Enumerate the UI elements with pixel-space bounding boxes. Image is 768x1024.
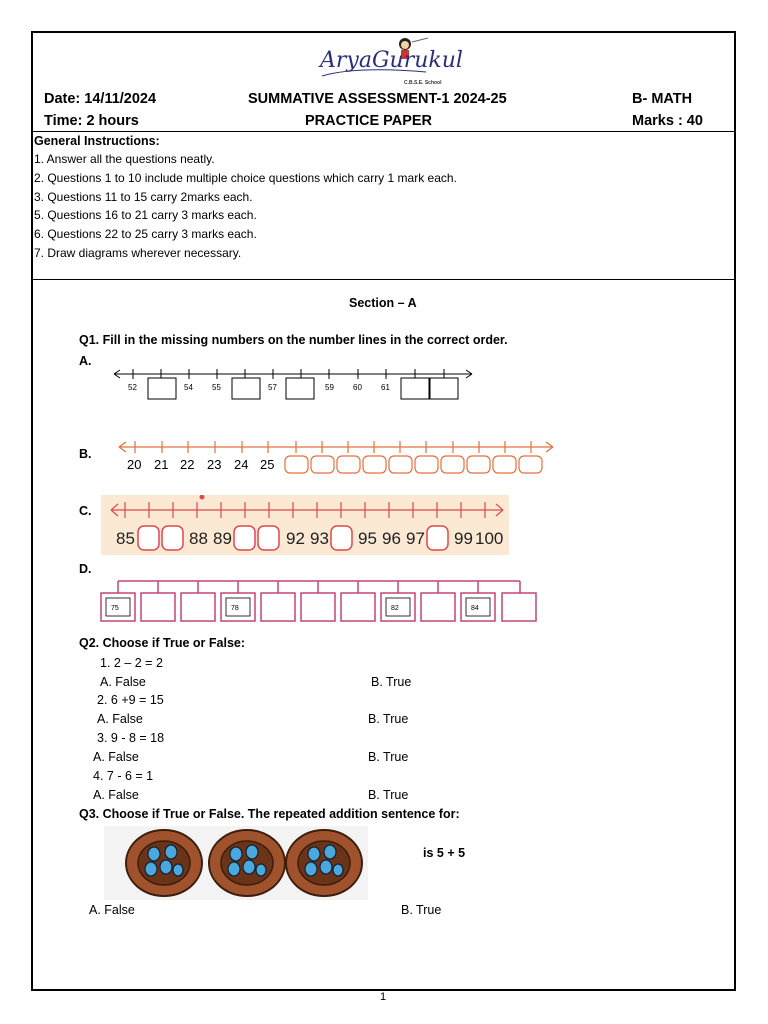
given-number: 75	[111, 605, 119, 612]
q2-statement: 4. 7 - 6 = 1	[93, 769, 154, 783]
q3-tail: is 5 + 5	[423, 846, 466, 860]
q2-option-true[interactable]: B. True	[368, 750, 409, 764]
given-number: 84	[471, 605, 479, 612]
q2-statement: 3. 9 - 8 = 18	[97, 731, 165, 745]
q2-option-false[interactable]: A. False	[97, 712, 143, 726]
tick-label: 60	[353, 383, 362, 392]
tick-label: 85	[116, 529, 135, 548]
blank-box[interactable]	[341, 593, 375, 621]
given-number: 82	[391, 605, 399, 612]
q1b-label: B.	[79, 447, 92, 461]
blank-box[interactable]	[441, 456, 464, 473]
tick-label: 93	[310, 529, 329, 548]
q2-option-false[interactable]: A. False	[93, 788, 139, 802]
instruction-item: 7. Draw diagrams wherever necessary.	[34, 246, 242, 260]
exam-date: Date: 14/11/2024	[44, 91, 157, 107]
q2-option-true[interactable]: B. True	[368, 788, 409, 802]
tick-label: 57	[268, 383, 277, 392]
instructions-divider	[31, 279, 736, 280]
instruction-item: 1. Answer all the questions neatly.	[34, 152, 215, 166]
q3-option-false[interactable]: A. False	[89, 903, 135, 917]
q2-option-true[interactable]: B. True	[371, 675, 412, 689]
blank-box[interactable]	[261, 593, 295, 621]
q2-statement: 2. 6 +9 = 15	[97, 693, 164, 707]
number-line-b	[116, 438, 560, 476]
exam-subject: B- MATH	[632, 91, 693, 107]
nests-with-eggs-image	[104, 826, 368, 900]
blank-box[interactable]	[286, 378, 314, 399]
number-line-c	[101, 495, 509, 555]
tick-label: 61	[381, 383, 390, 392]
number-line-d	[98, 578, 540, 626]
section-title: Section – A	[349, 296, 417, 310]
exam-subtitle: PRACTICE PAPER	[305, 113, 433, 129]
q1c-label: C.	[79, 504, 92, 518]
tick-label: 96	[382, 529, 401, 548]
q1d-label: D.	[79, 562, 92, 576]
tick-label: 95	[358, 529, 377, 548]
instruction-item: 6. Questions 22 to 25 carry 3 marks each.	[34, 227, 257, 241]
blank-box[interactable]	[337, 456, 360, 473]
blank-box[interactable]	[519, 456, 542, 473]
tick-label: 24	[234, 457, 249, 472]
blank-box[interactable]	[493, 456, 516, 473]
logo-text: AryaGurukul	[320, 48, 463, 73]
instruction-item: 5. Questions 16 to 21 carry 3 marks each.	[34, 208, 257, 222]
blank-box[interactable]	[148, 378, 176, 399]
tick-label: 88	[189, 529, 208, 548]
blank-box[interactable]	[138, 526, 159, 550]
tick-label: 52	[128, 383, 137, 392]
blank-box[interactable]	[389, 456, 412, 473]
q1a-label: A.	[79, 354, 92, 368]
exam-title: SUMMATIVE ASSESSMENT-1 2024-25	[248, 91, 507, 107]
tick-label: 55	[212, 383, 221, 392]
blank-box[interactable]	[141, 593, 175, 621]
instructions-title: General Instructions:	[34, 134, 160, 148]
school-logo	[316, 36, 463, 88]
blank-box[interactable]	[232, 378, 260, 399]
tick-label: 99	[454, 529, 473, 548]
blank-box[interactable]	[427, 526, 448, 550]
tick-label: 100	[475, 529, 504, 548]
tick-label: 89	[213, 529, 232, 548]
blank-box[interactable]	[502, 593, 536, 621]
tick-label: 22	[180, 457, 195, 472]
q3-option-true[interactable]: B. True	[401, 903, 442, 917]
blank-box[interactable]	[301, 593, 335, 621]
q2-text: Q2. Choose if True or False:	[79, 636, 246, 650]
nest-icon	[286, 830, 362, 896]
blank-box[interactable]	[162, 526, 183, 550]
blank-box[interactable]	[258, 526, 279, 550]
blank-box[interactable]	[331, 526, 352, 550]
number-line-a	[110, 366, 480, 406]
q2-statement: 1. 2 – 2 = 2	[100, 656, 163, 670]
header-divider	[31, 131, 736, 132]
instruction-item: 2. Questions 1 to 10 include multiple choice questions which carry 1 mark each.	[34, 171, 457, 185]
page-number: 1	[380, 991, 387, 1003]
q2-option-false[interactable]: A. False	[100, 675, 146, 689]
nest-icon	[126, 830, 202, 896]
blank-box[interactable]	[234, 526, 255, 550]
tick-label: 92	[286, 529, 305, 548]
q3-text: Q3. Choose if True or False. The repeated addition sentence for:	[79, 807, 460, 821]
nest-icon	[209, 830, 285, 896]
tick-label: 54	[184, 383, 193, 392]
exam-marks: Marks : 40	[632, 113, 703, 129]
blank-box[interactable]	[430, 378, 458, 399]
logo-subtext: C.B.S.E. School	[404, 80, 442, 86]
tick-label: 25	[260, 457, 275, 472]
blank-box[interactable]	[363, 456, 386, 473]
blank-box[interactable]	[421, 593, 455, 621]
instruction-item: 3. Questions 11 to 15 carry 2marks each.	[34, 190, 253, 204]
exam-time: Time: 2 hours	[44, 113, 139, 129]
blank-box[interactable]	[401, 378, 429, 399]
tick-label: 20	[127, 457, 142, 472]
given-number: 78	[231, 605, 239, 612]
tick-label: 59	[325, 383, 334, 392]
tick-label: 21	[154, 457, 169, 472]
blank-box[interactable]	[181, 593, 215, 621]
tick-label: 97	[406, 529, 425, 548]
blank-box[interactable]	[467, 456, 490, 473]
q2-option-false[interactable]: A. False	[93, 750, 139, 764]
blank-box[interactable]	[415, 456, 438, 473]
blank-box[interactable]	[311, 456, 334, 473]
q2-option-true[interactable]: B. True	[368, 712, 409, 726]
tick-label: 23	[207, 457, 222, 472]
q1-text: Q1. Fill in the missing numbers on the number lines in the correct order.	[79, 333, 508, 347]
blank-box[interactable]	[285, 456, 308, 473]
